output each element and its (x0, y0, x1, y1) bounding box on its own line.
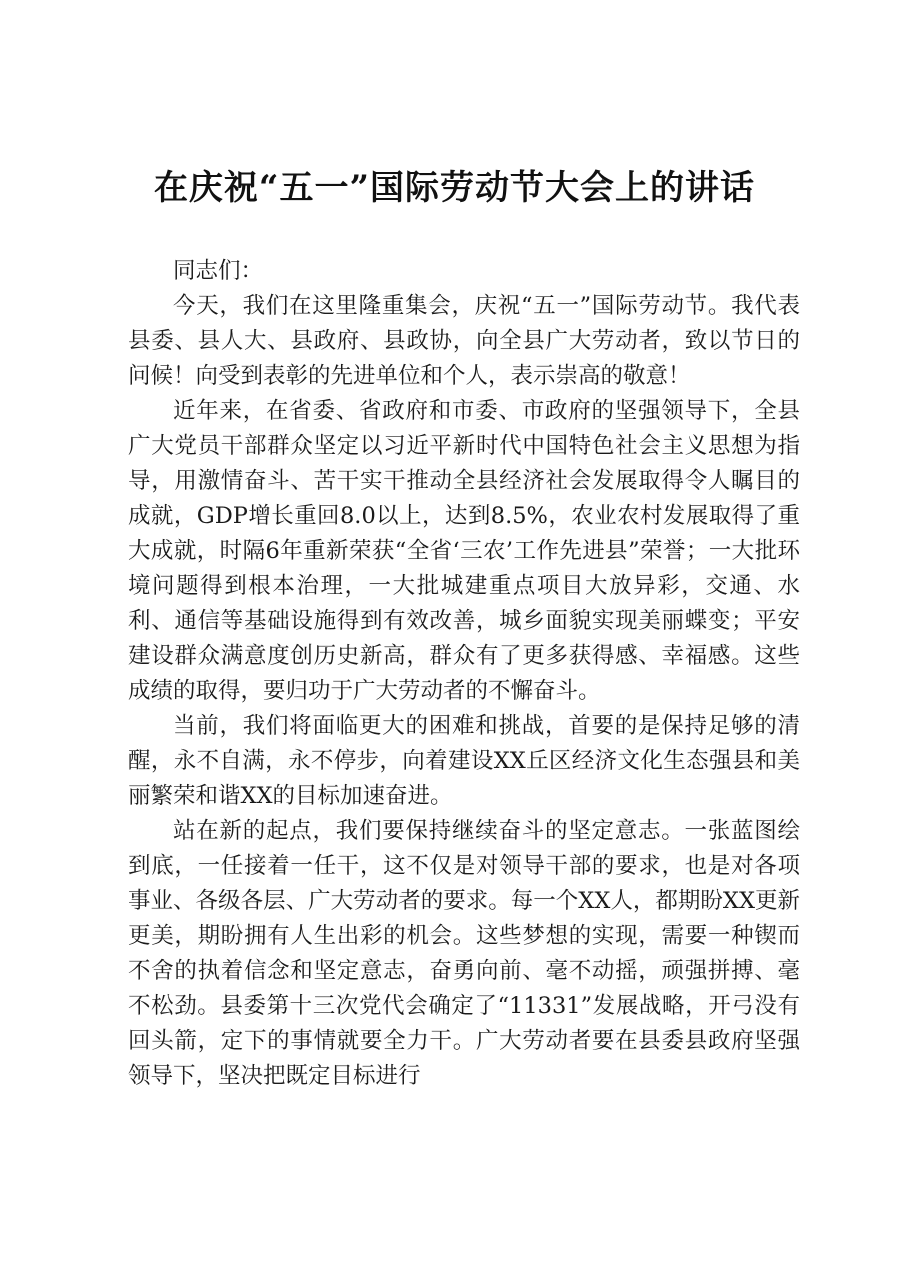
body-paragraph-2: 近年来，在省委、省政府和市委、市政府的坚强领导下，全县广大党员干部群众坚定以习近平新时代中国特色社会主义思想为指导，用激情奋斗、苦干实干推动全县经济社会发展取得令人瞩目的成就，GDP增长重回8.0以上，达到8.5%，农业农村发展取得了重大成就，时隔6年重新荣获“全省‘三农’工作先进县”荣誉；一大批环境问题得到根本治理，一大批城建重点项目大放异彩，交通、水利、通信等基础设施得到有效改善，城乡面貌实现美丽蝶变；平安建设群众满意度创历史新高，群众有了更多获得感、幸福感。这些成绩的取得，要归功于广大劳动者的不懈奋斗。 (128, 398, 800, 704)
document-title: 在庆祝“五一”国际劳动节大会上的讲话 (153, 168, 756, 208)
body-paragraph-3: 当前，我们将面临更大的困难和挑战，首要的是保持足够的清醒，永不自满，永不停步，向着建设XX丘区经济文化生态强县和美丽繁荣和谐XX的目标加速奋进。 (128, 713, 800, 809)
document-body (128, 254, 800, 1094)
salutation-paragraph: 同志们： (173, 258, 264, 284)
body-paragraph-1: 今天，我们在这里隆重集会，庆祝“五一”国际劳动节。我代表县委、县人大、县政府、县政协，向全县广大劳动者，致以节日的问候！向受到表彰的先进单位和个人，表示崇高的敬意！ (128, 293, 800, 389)
body-paragraph-4: 站在新的起点，我们要保持继续奋斗的坚定意志。一张蓝图绘到底，一任接着一任干，这不仅是对领导干部的要求，也是对各项事业、各级各层、广大劳动者的要求。每一个XX人，都期盼XX更新更美，期盼拥有人生出彩的机会。这些梦想的实现，需要一种锲而不舍的执着信念和坚定意志，奋勇向前、毫不动摇，顽强拼搏、毫不松劲。县委第十三次党代会确定了“11331”发展战略，开弓没有回头箭，定下的事情就要全力干。广大劳动者要在县委县政府坚强领导下，坚决把既定目标进行 (128, 818, 800, 1089)
